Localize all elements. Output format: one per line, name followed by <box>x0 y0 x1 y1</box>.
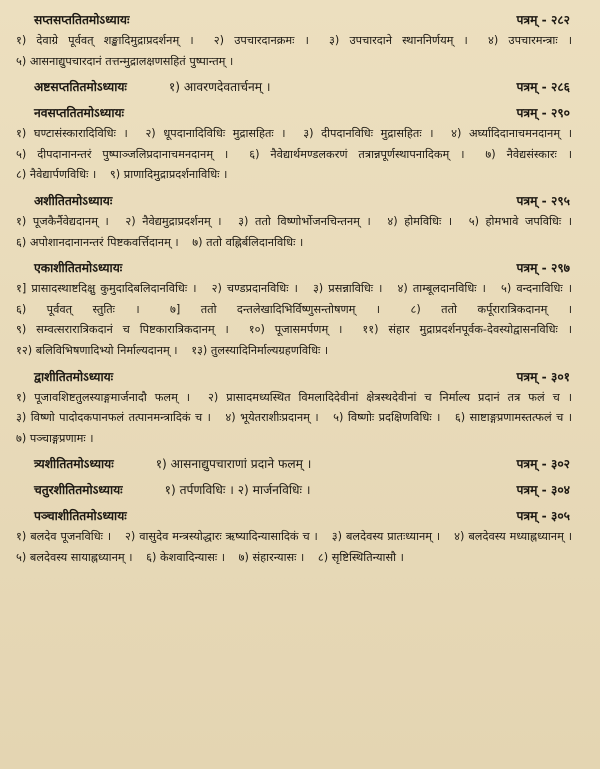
topic-item: ८) नैवेद्यार्पणविधिः । <box>16 168 97 182</box>
topic-item: ७) संहारन्यासः । <box>238 550 305 564</box>
page-reference: पत्रम् - ३०१ <box>516 369 570 384</box>
chapter-81 <box>12 258 584 361</box>
chapter-title: अष्टसप्ततितमोऽध्यायः <box>34 80 127 95</box>
topic-item: ६) साष्टाङ्गप्रणामस्तत्फलं च । <box>454 411 573 425</box>
topic-item: २) नैवेद्यमुद्राप्रदर्शनम् । <box>125 214 222 228</box>
topic-item: १) देवाग्रे पूर्ववत् शङ्खादिमुद्राप्रदर्शनम् । <box>16 34 194 47</box>
topic-item: ४) उपचारमन्त्राः । <box>487 34 573 47</box>
chapter-title: द्वाशीतितमोऽध्यायः <box>34 369 114 384</box>
chapter-title: अशीतितमोऽध्यायः <box>34 193 113 208</box>
topic-item: १) आवरणदेवतार्चनम् । <box>168 80 271 95</box>
topic-item: ८) सृष्टिस्थितिन्यासौ । <box>317 550 404 564</box>
topic-item: १) पूजावशिष्टतुलस्याङ्गमार्जनादौ फलम् । <box>16 390 191 404</box>
chapter-title: त्र्यशीतितमोऽध्यायः <box>34 457 114 472</box>
topic-item: ४) बलदेवस्य मध्याह्नध्यानम् । <box>454 530 573 544</box>
chapter-title: सप्तसप्ततितमोऽध्यायः <box>34 13 130 27</box>
topic-item: ६) अपोशानदानानन्तरं पिष्टकवर्त्तिदानम् । <box>16 235 179 249</box>
chapter-contents <box>12 31 584 72</box>
topic-item: ५) वन्दनाविधिः । <box>501 282 573 296</box>
topic-item: ११) संहार मुद्राप्रदर्शनपूर्वक-देवस्योद्वासनविधिः । <box>362 323 573 337</box>
chapter-contents <box>12 388 584 450</box>
chapter-80 <box>12 191 584 253</box>
page-reference: पत्रम् - ३०२ <box>516 457 570 472</box>
topic-item: १) घण्टासंस्कारादिविधिः । <box>16 127 128 141</box>
topic-item: २) धूपदानादिविधिः मुद्रासहितः । <box>145 127 286 141</box>
topic-item: ५) आसनाद्युपचारदानं तत्तन्मुद्रालक्षणसहितं पुष्पान्तम् । <box>16 54 234 68</box>
topic-item: ५) दीपदानानन्तरं पुष्पाञ्जलिप्रदानाचमनदानम् । <box>16 147 229 161</box>
topic-item: ३) प्रसन्नाविधिः । <box>312 282 383 296</box>
topic-item: २) वासुदेव मन्त्रस्योद्धारः ऋष्यादिन्यासादिकं च । <box>125 530 318 544</box>
topic-item: ५) विष्णोः प्रदक्षिणविधिः । <box>333 411 441 425</box>
page-reference: पत्रम् - २९० <box>516 106 570 121</box>
chapter-title: चतुरशीतितमोऽध्यायः <box>34 483 123 498</box>
topic-item: १) बलदेव पूजनविधिः । <box>16 530 112 544</box>
topic-item: ५) होमभावे जपविधिः । <box>468 214 572 228</box>
chapter-85 <box>12 506 584 568</box>
page-reference: पत्रम् - २९५ <box>516 193 570 208</box>
chapter-84 <box>12 480 584 501</box>
topic-item: ५) बलदेवस्य सायाह्नध्यानम् । <box>16 550 133 564</box>
page-reference: पत्रम् - २८६ <box>516 80 570 95</box>
page-reference: पत्रम् - ३०४ <box>516 483 570 498</box>
topic-item: ६) पूर्ववत् स्तुतिः । <box>16 302 140 316</box>
topic-item: १०) पूजासमर्पणम् । <box>248 323 343 337</box>
page-reference: पत्रम् - २९७ <box>516 261 570 276</box>
chapter-contents <box>12 279 584 361</box>
chapter-82 <box>12 367 584 450</box>
topic-item: १) आसनाद्युपचाराणां प्रदाने फलम् । <box>155 457 312 472</box>
chapter-title: नवसप्ततितमोऽध्यायः <box>34 106 125 121</box>
page-reference: पत्रम् - २८२ <box>516 13 570 27</box>
topic-item: ७] ततो दन्तलेखादिभिर्विष्णुसन्तोषणम् । <box>170 302 381 316</box>
chapter-78 <box>12 77 584 98</box>
topic-item: ३) विष्णो पादोदकपानफलं तत्पानमन्त्रादिकं च । <box>16 411 211 425</box>
topic-item: ७) ततो वह्निर्बलिदानविधिः । <box>192 235 304 249</box>
topic-item: ६) नैवेद्यार्थमण्डलकरणं तत्रान्नपूर्णस्थापनादिकम् । <box>249 147 465 161</box>
topic-item: ३) ततो विष्णोर्भोजनचिन्तनम् । <box>238 214 371 228</box>
topic-item: ६) केशवादिन्यासः । <box>146 550 226 564</box>
chapter-title: एकाशीतितमोऽध्यायः <box>34 261 123 276</box>
topic-item: ९) सम्वत्सरारात्रिकदानं च पिष्टकारात्रिकदानम् । <box>16 323 229 337</box>
topic-item: २) चण्डप्रदानविधिः । <box>211 282 298 296</box>
topic-item: ८) ततो कर्पूरारात्रिकदानम् । <box>410 302 573 316</box>
topic-item: १२) बलिविभिषणादिभ्यो निर्माल्यदानम् । <box>16 343 178 357</box>
topic-item: ३) बलदेवस्य प्रातःध्यानम् । <box>331 530 441 544</box>
topic-item: ७) नैवेद्यसंस्कारः । <box>485 147 573 161</box>
chapter-77 <box>12 10 584 72</box>
topic-item: १३) तुलस्यादिनिर्माल्यग्रहणविधिः । <box>191 343 329 357</box>
topic-item: १] प्रासादस्थाष्टदिक्षु कुमुदादिबलिदानविधिः । <box>16 282 197 296</box>
topic-item: १) तर्पणविधिः । २) मार्जनविधिः । <box>164 483 311 498</box>
page-reference: पत्रम् - ३०५ <box>516 509 570 524</box>
topic-item: ४) होमविधिः । <box>387 214 453 228</box>
topic-item: २) प्रासादमध्यस्थित विमलादिदेवीनां क्षेत्रस्थदेवीनां च निर्माल्य प्रदानं तत्र फलं च । <box>208 390 572 404</box>
chapter-contents <box>12 527 584 568</box>
chapter-contents <box>12 212 584 253</box>
topic-item: ३) उपचारदाने स्थाननिर्णयम् । <box>329 34 468 47</box>
topic-item: १) पूजकैर्नैवेद्यदानम् । <box>16 214 109 228</box>
topic-item: ४) अर्घ्यादिदानाचमनदानम् । <box>451 127 572 141</box>
chapter-79 <box>12 103 584 186</box>
topic-item: ३) दीपदानविधिः मुद्रासहितः । <box>303 127 434 141</box>
topic-item: ७) पञ्चाङ्गप्रणामः । <box>16 431 94 445</box>
topic-item: २) उपचारदानक्रमः । <box>213 34 309 47</box>
topic-item: ९) प्राणादिमुद्राप्रदर्शनाविधिः । <box>109 168 228 182</box>
topic-item: ४) ताम्बूलदानविधिः । <box>397 282 486 296</box>
topic-item: ४) भूयेतराशीःप्रदानम् । <box>225 411 319 425</box>
chapter-title: पञ्चाशीतितमोऽध्यायः <box>34 509 127 524</box>
chapter-83 <box>12 454 584 475</box>
chapter-contents <box>12 124 584 186</box>
